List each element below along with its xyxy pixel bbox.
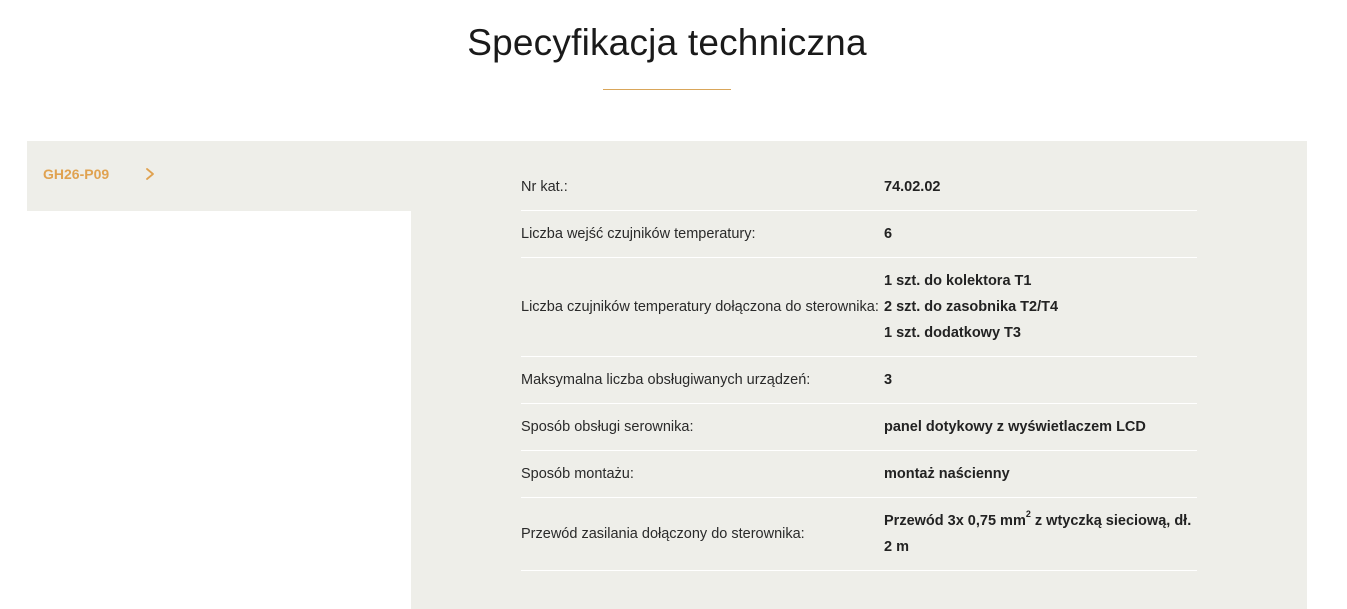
spec-label: Liczba czujników temperatury dołączona do sterownika: (521, 299, 879, 315)
spec-table (521, 163, 1197, 571)
spec-value-line: 1 szt. do kolektora T1 (884, 273, 1032, 289)
spec-value-text: z wtyczką sieciową, dł. 2 m (884, 513, 1192, 555)
spec-value (884, 268, 1197, 346)
spec-panel (411, 141, 1307, 609)
spec-row (521, 258, 1197, 357)
spec-value-line: 1 szt. dodatkowy T3 (884, 325, 1021, 341)
spec-value (884, 221, 1197, 247)
spec-label: Przewód zasilania dołączony do sterownika: (521, 526, 805, 542)
spec-value (884, 174, 1197, 200)
spec-label: Nr kat.: (521, 178, 568, 195)
spec-value-text: Przewód 3x 0,75 mm (884, 513, 1026, 529)
spec-row (521, 357, 1197, 404)
spec-row (521, 404, 1197, 451)
spec-value-line: 6 (884, 226, 893, 242)
spec-value-line: panel dotykowy z wyświetlaczem LCD (884, 419, 1146, 435)
product-tab-list (27, 141, 411, 211)
title-underline (603, 89, 731, 90)
spec-label: Sposób montażu: (521, 466, 634, 482)
spec-value-line: 3 (884, 372, 893, 388)
spec-row (521, 211, 1197, 258)
spec-value-line: 74.02.02 (884, 178, 941, 195)
spec-value (884, 414, 1197, 440)
spec-value-line: montaż naścienny (884, 466, 1010, 482)
chevron-right-icon (143, 166, 157, 182)
superscript: 2 (1025, 509, 1031, 520)
spec-row (521, 451, 1197, 498)
spec-row (521, 163, 1197, 211)
tab-label: GH26-P09 (43, 166, 110, 182)
spec-label: Maksymalna liczba obsługiwanych urządzeń: (521, 372, 811, 388)
spec-row (521, 498, 1197, 571)
spec-value-line (884, 508, 1197, 560)
tab-gh26-p09[interactable] (27, 141, 187, 211)
page-title: Specyfikacja techniczna (467, 22, 867, 63)
spec-label: Sposób obsługi serownika: (521, 419, 694, 435)
spec-value (884, 461, 1197, 487)
spec-value (884, 367, 1197, 393)
spec-value-line: 2 szt. do zasobnika T2/T4 (884, 299, 1059, 315)
spec-value (884, 508, 1197, 560)
spec-label: Liczba wejść czujników temperatury: (521, 226, 756, 242)
